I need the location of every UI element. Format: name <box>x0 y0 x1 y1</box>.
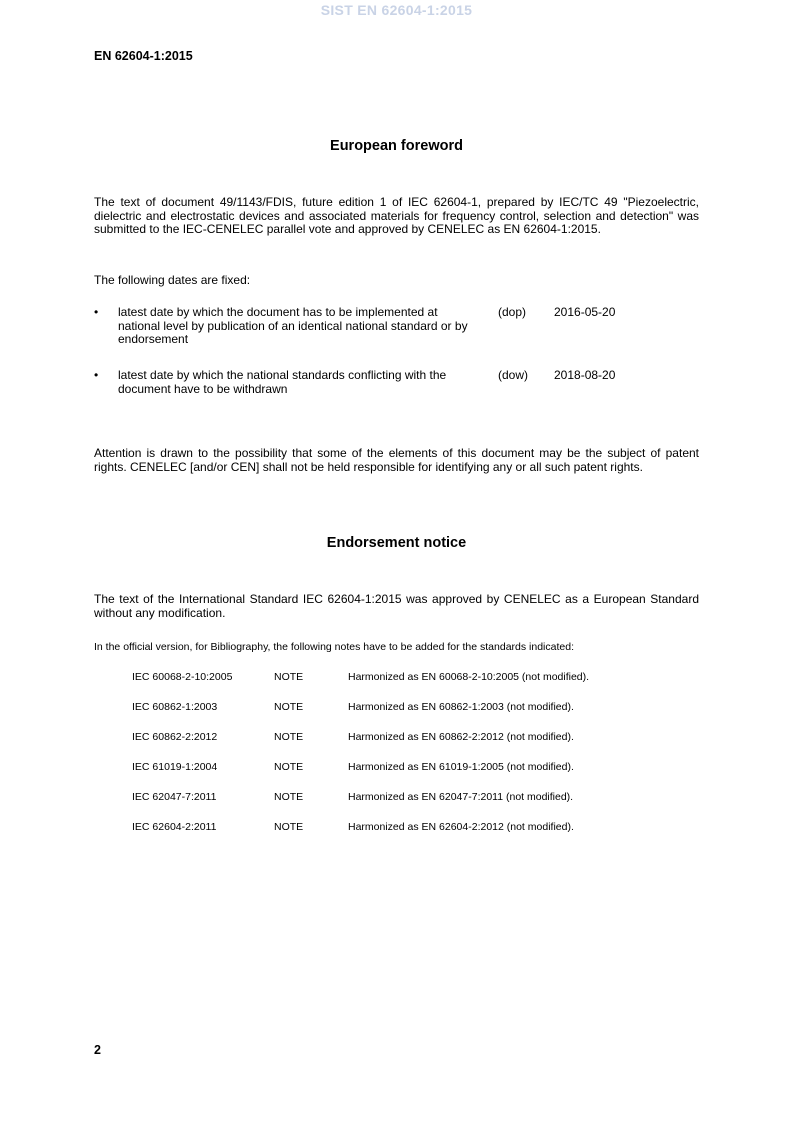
foreword-intro-paragraph: The text of document 49/1143/FDIS, future edition 1 of IEC 62604-1, prepared by IEC/TC 49 "Piezoelectric, dielectric and electrostatic devices and associated materials for frequency control, selection and detection" was submitted to the IEC-CENELEC parallel vote and approved by CENELEC as EN 62604-1:2015. <box>94 195 699 237</box>
foreword-title: European foreword <box>330 138 463 154</box>
bibliography-intro: In the official version, for Bibliography, the following notes have to be added for the standards indicated: <box>94 641 574 653</box>
note-standard: IEC 62047-7:2011 <box>132 791 217 803</box>
date-item-abbreviation: (dop) <box>498 305 527 319</box>
note-label: NOTE <box>274 791 304 803</box>
note-text: Harmonized as EN 60862-1:2003 (not modified). <box>348 701 574 713</box>
date-item-text: latest date by which the national standards conflicting with the document have to be withdrawn <box>118 368 447 396</box>
note-text: Harmonized as EN 60068-2-10:2005 (not modified). <box>348 671 590 683</box>
date-item-text: latest date by which the document has to be implemented at national level by publication of an identical national standard or by endorsement <box>118 305 468 347</box>
note-standard: IEC 60862-2:2012 <box>132 731 218 743</box>
patent-attention-paragraph: Attention is drawn to the possibility that some of the elements of this document may be the subject of patent rights. CENELEC [and/or CEN] shall not be held responsible for identifying any or all such patent rights. <box>94 446 699 474</box>
note-text: Harmonized as EN 60862-2:2012 (not modified). <box>348 731 574 743</box>
note-standard: IEC 60862-1:2003 <box>132 701 218 713</box>
endorsement-paragraph: The text of the International Standard IEC 62604-1:2015 was approved by CENELEC as a European Standard without any modification. <box>94 592 699 620</box>
date-item-date: 2018-08-20 <box>554 368 616 382</box>
note-standard: IEC 62604-2:2011 <box>132 821 217 833</box>
bullet-icon: • <box>94 305 99 319</box>
note-label: NOTE <box>274 821 304 833</box>
note-standard: IEC 61019-1:2004 <box>132 761 218 773</box>
note-text: Harmonized as EN 62047-7:2011 (not modified). <box>348 791 574 803</box>
note-label: NOTE <box>274 761 304 773</box>
note-standard: IEC 60068-2-10:2005 <box>132 671 233 683</box>
note-label: NOTE <box>274 701 304 713</box>
note-label: NOTE <box>274 671 304 683</box>
endorsement-title: Endorsement notice <box>326 535 467 551</box>
watermark: SIST EN 62604-1:2015 <box>320 2 473 18</box>
note-label: NOTE <box>274 731 304 743</box>
date-item-date: 2016-05-20 <box>554 305 616 319</box>
note-text: Harmonized as EN 61019-1:2005 (not modified). <box>348 761 574 773</box>
page-number: 2 <box>94 1043 101 1057</box>
document-id-header: EN 62604-1:2015 <box>94 49 193 63</box>
date-item-abbreviation: (dow) <box>498 368 529 382</box>
dates-intro: The following dates are fixed: <box>94 273 251 287</box>
bullet-icon: • <box>94 368 99 382</box>
note-text: Harmonized as EN 62604-2:2012 (not modified). <box>348 821 574 833</box>
